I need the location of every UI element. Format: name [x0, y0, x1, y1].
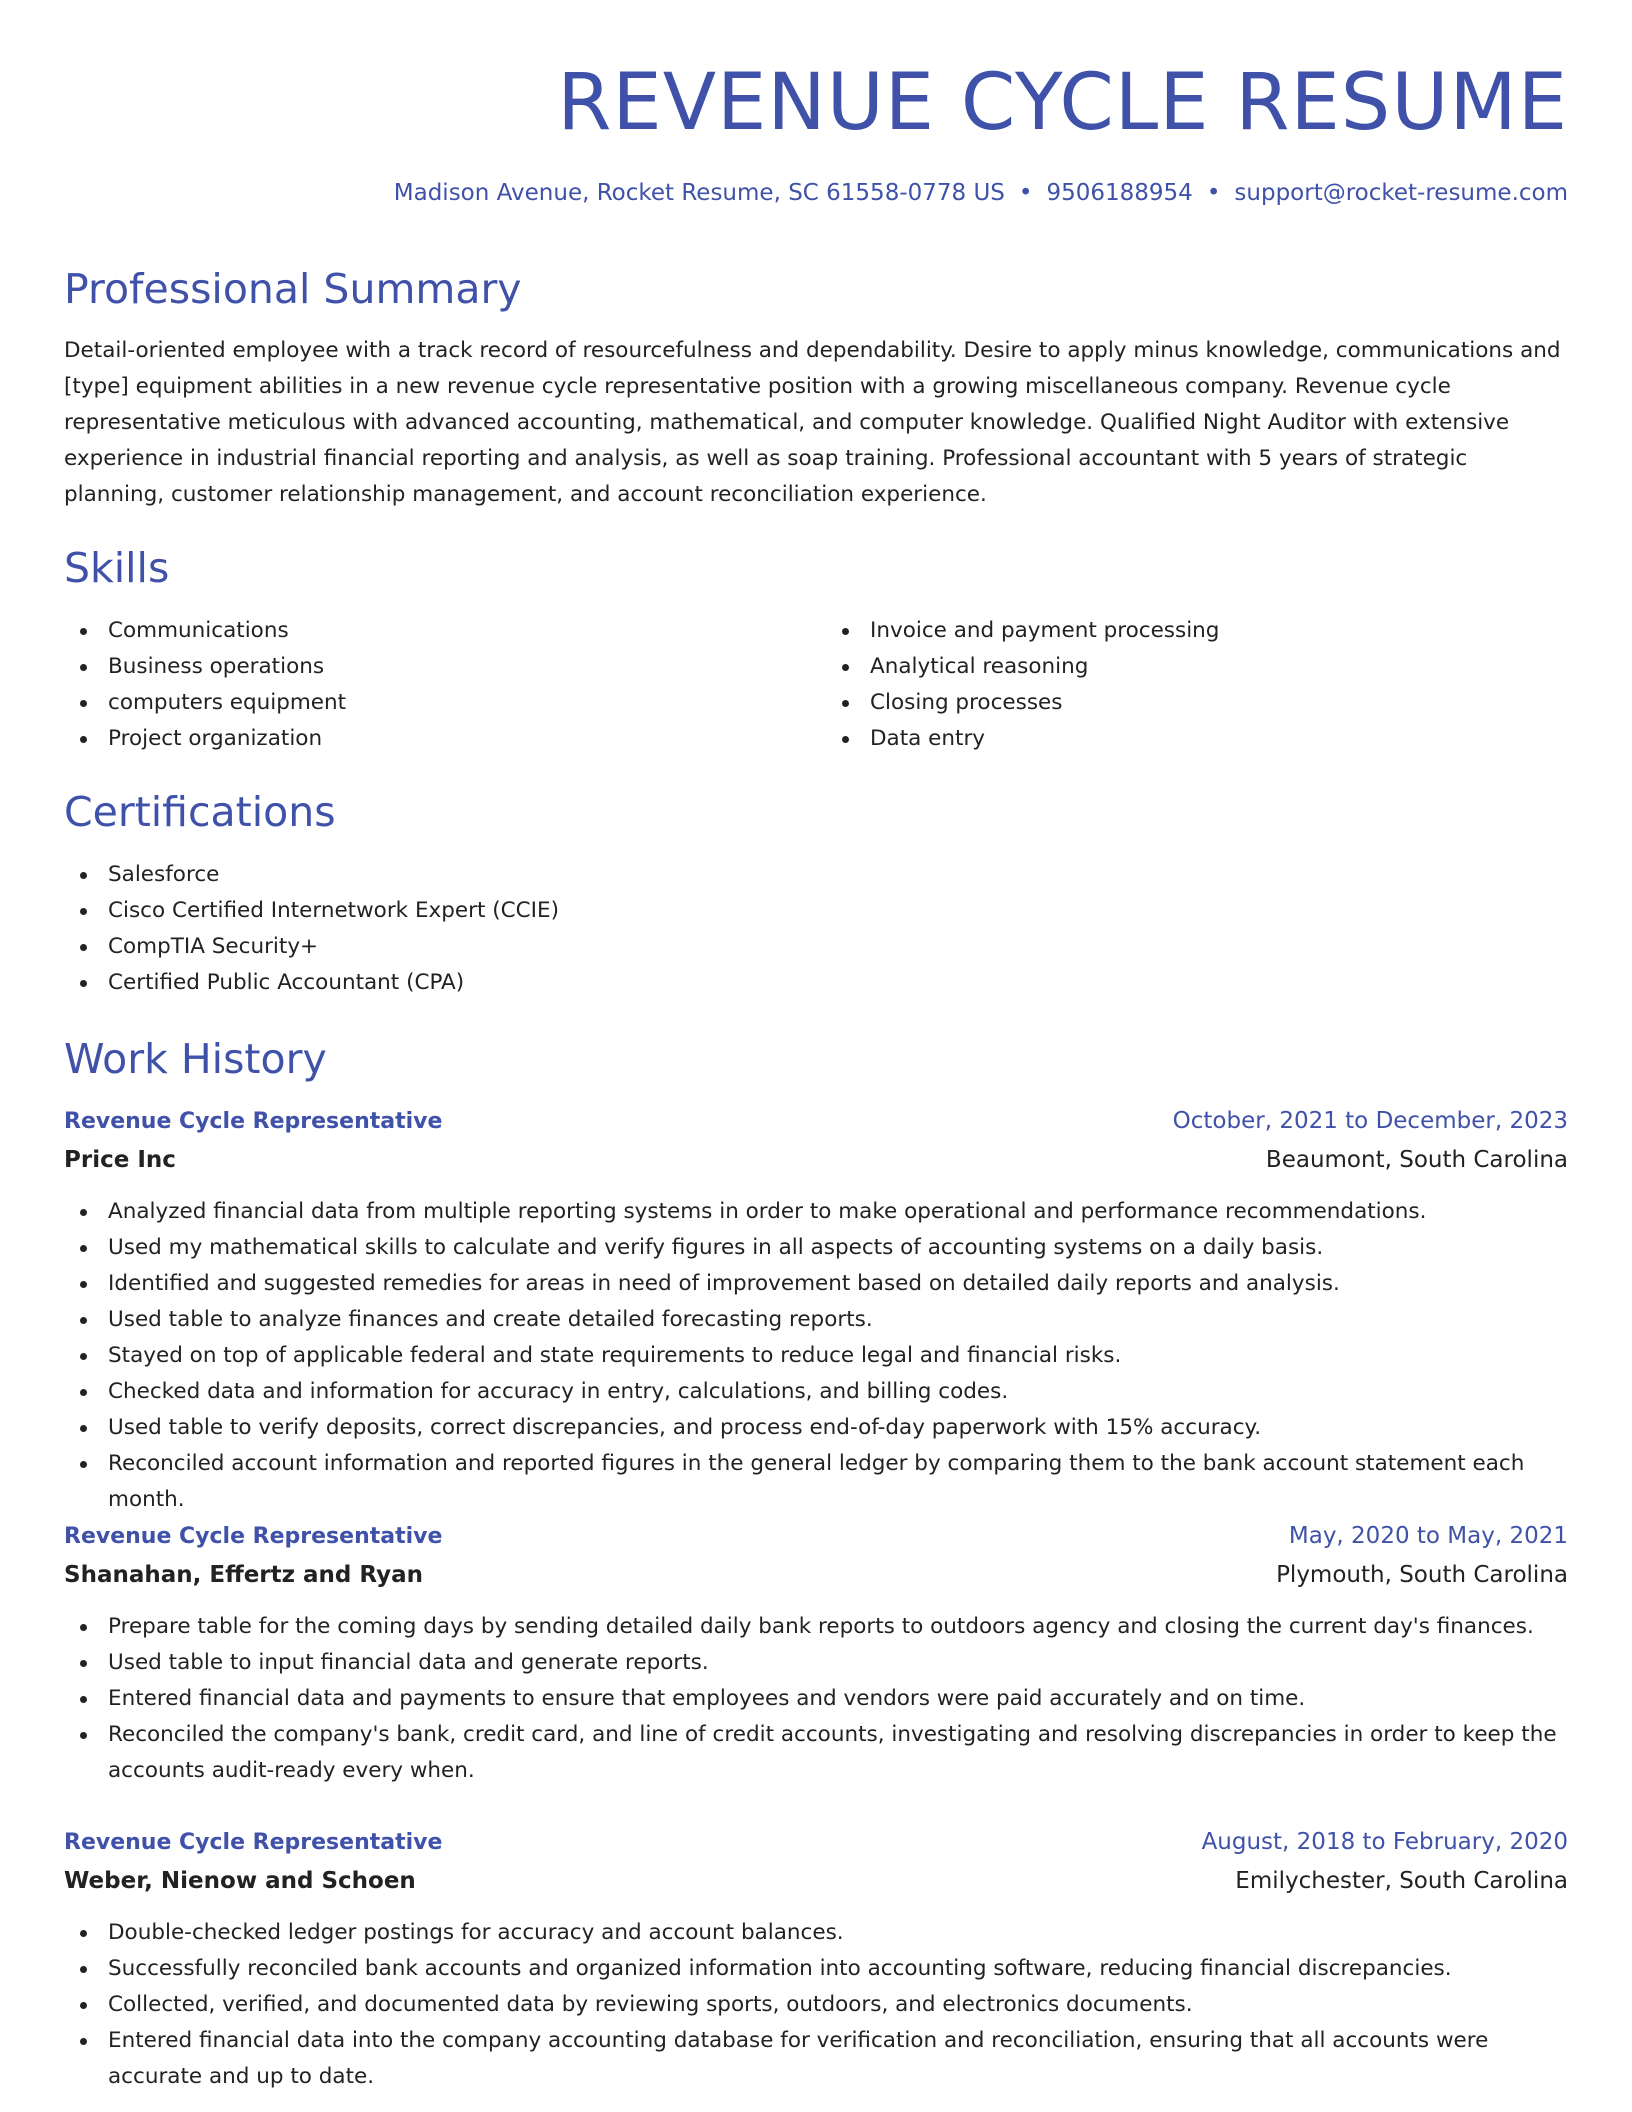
job-bullet: Entered financial data and payments to ensure that employees and vendors were paid accurately and on time.: [64, 1681, 1568, 1717]
job-bullet: Checked data and information for accuracy in entry, calculations, and billing codes.: [64, 1374, 1568, 1410]
skills-list-left: [64, 613, 806, 757]
summary-text: Detail-oriented employee with a track record of resourcefulness and dependability. Desire to apply minus knowledge, communications and [type] equipment abilities in a new revenue cycle representative position with a growing miscellaneous company. Revenue cycle representative meticulous with advanced accounting, mathematical, and computer knowledge. Qualified Night Auditor with extensive experience in industrial financial reporting and analysis, as well as soap training. Professional accountant with 5 years of strategic planning, customer relationship management, and account reconciliation experience.: [64, 338, 1561, 507]
job-bullet: Stayed on top of applicable federal and state requirements to reduce legal and financial risks.: [64, 1338, 1568, 1374]
job-bullet: Reconciled account information and reported figures in the general ledger by comparing them to the bank account statement each month.: [64, 1446, 1568, 1518]
job-bullet: Used table to input financial data and generate reports.: [64, 1645, 1568, 1681]
skill-item: Data entry: [826, 721, 1568, 757]
job-company-row: [64, 1140, 1568, 1180]
resume-name: REVENUE CYCLE RESUME: [557, 58, 1568, 148]
contact-email: support@rocket-resume.com: [1234, 180, 1568, 206]
skill-item: computers equipment: [64, 685, 806, 721]
job-bullet: Reconciled the company's bank, credit card, and line of credit accounts, investigating and resolving discrepancies in order to keep the accounts audit-ready every when.: [64, 1717, 1568, 1789]
job-bullet: Entered financial data into the company accounting database for verification and reconciliation, ensuring that all accounts were accurate and up to date.: [64, 2023, 1568, 2095]
job-bullet: Double-checked ledger postings for accuracy and account balances.: [64, 1915, 1568, 1951]
job-bullet: Used my mathematical skills to calculate and verify figures in all aspects of accounting systems on a daily basis.: [64, 1230, 1568, 1266]
job-company: Shanahan, Effertz and Ryan: [64, 1562, 423, 1588]
skills-grid: [64, 613, 1568, 757]
contact-separator: •: [1018, 180, 1033, 206]
job-entry: [64, 1824, 1568, 2095]
job-entry: [64, 1103, 1568, 1518]
job-bullet: Used table to verify deposits, correct discrepancies, and process end-of-day paperwork with 15% accuracy.: [64, 1410, 1568, 1446]
skills-heading: Skills: [64, 544, 170, 592]
job-header-row: [64, 1103, 1568, 1140]
skill-item: Invoice and payment processing: [826, 613, 1568, 649]
skill-item: Analytical reasoning: [826, 649, 1568, 685]
contact-line: [394, 177, 1568, 209]
job-bullet: Used table to analyze finances and create detailed forecasting reports.: [64, 1302, 1568, 1338]
job-location: Plymouth, South Carolina: [1276, 1562, 1568, 1588]
summary-heading: Professional Summary: [64, 265, 522, 313]
job-title: Revenue Cycle Representative: [64, 1109, 443, 1134]
certifications-list: [64, 857, 1568, 1001]
contact-separator: •: [1206, 180, 1221, 206]
certification-item: Cisco Certified Internetwork Expert (CCIE): [64, 893, 1568, 929]
job-company-row: [64, 1861, 1568, 1901]
job-bullet: Analyzed financial data from multiple reporting systems in order to make operational and performance recommendations.: [64, 1194, 1568, 1230]
certifications-heading: Certifications: [64, 788, 336, 836]
job-bullet: Collected, verified, and documented data by reviewing sports, outdoors, and electronics documents.: [64, 1987, 1568, 2023]
job-header-row: [64, 1518, 1568, 1555]
job-title: Revenue Cycle Representative: [64, 1830, 443, 1855]
skill-item: Project organization: [64, 721, 806, 757]
work-history-heading: Work History: [64, 1035, 327, 1083]
certification-item: Certified Public Accountant (CPA): [64, 965, 1568, 1001]
contact-address: Madison Avenue, Rocket Resume, SC 61558-0778 US: [393, 180, 1005, 206]
skill-item: Communications: [64, 613, 806, 649]
job-bullet: Prepare table for the coming days by sending detailed daily bank reports to outdoors agency and closing the current day's finances.: [64, 1609, 1568, 1645]
job-header-row: [64, 1824, 1568, 1861]
skill-item: Business operations: [64, 649, 806, 685]
contact-phone: 9506188954: [1046, 180, 1193, 206]
job-bullet: Successfully reconciled bank accounts and organized information into accounting software, reducing financial discrepancies.: [64, 1951, 1568, 1987]
job-company-row: [64, 1555, 1568, 1595]
job-bullets: [64, 1915, 1568, 2095]
job-entry: [64, 1518, 1568, 1789]
job-bullets: [64, 1194, 1568, 1518]
job-dates: October, 2021 to December, 2023: [1172, 1108, 1568, 1134]
certification-item: CompTIA Security+: [64, 929, 1568, 965]
job-title: Revenue Cycle Representative: [64, 1524, 443, 1549]
skill-item: Closing processes: [826, 685, 1568, 721]
certification-item: Salesforce: [64, 857, 1568, 893]
job-company: Weber, Nienow and Schoen: [64, 1868, 416, 1894]
job-dates: August, 2018 to February, 2020: [1201, 1829, 1568, 1855]
job-location: Emilychester, South Carolina: [1235, 1868, 1568, 1894]
job-bullet: Identified and suggested remedies for areas in need of improvement based on detailed daily reports and analysis.: [64, 1266, 1568, 1302]
skills-list-right: [826, 613, 1568, 757]
job-dates: May, 2020 to May, 2021: [1288, 1523, 1568, 1549]
job-location: Beaumont, South Carolina: [1265, 1147, 1568, 1173]
job-company: Price Inc: [64, 1147, 176, 1173]
job-bullets: [64, 1609, 1568, 1789]
